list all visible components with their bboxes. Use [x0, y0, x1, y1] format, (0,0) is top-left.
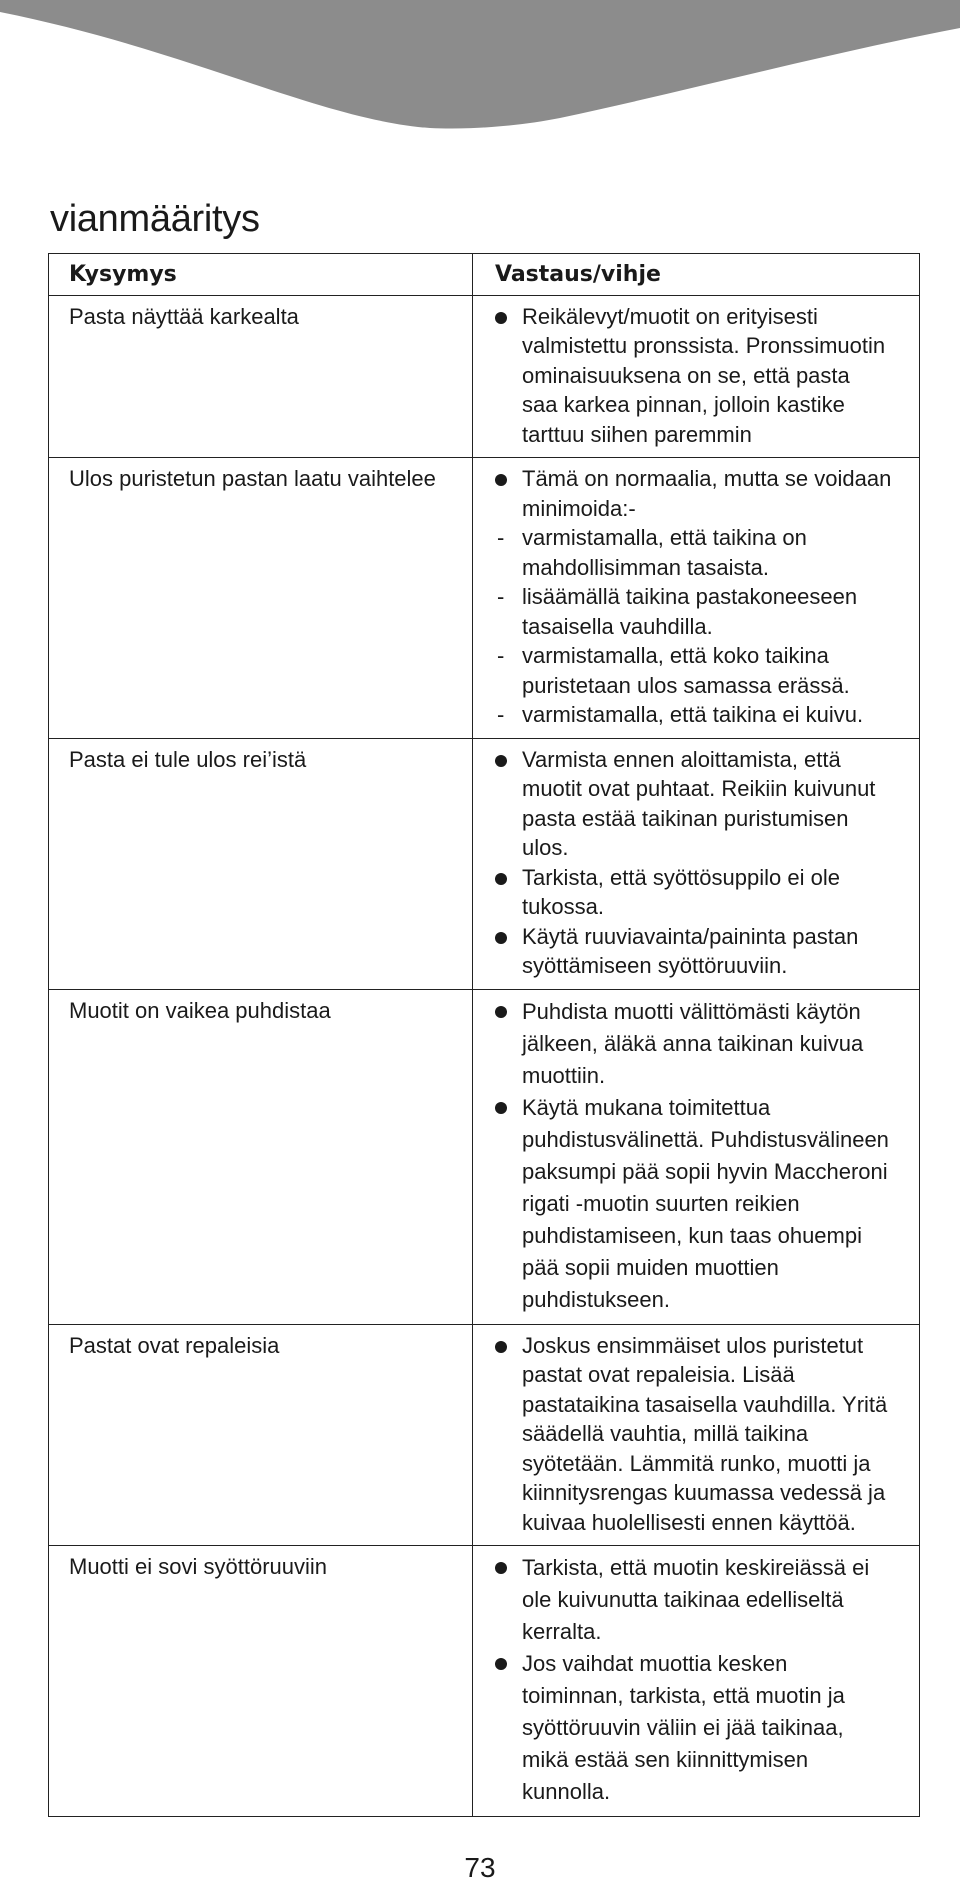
answer-cell — [473, 738, 920, 989]
answer-text: Tarkista, että muotin keskireiässä ei ole kuivunutta taikinaa edelliseltä kerralta. — [522, 1555, 870, 1644]
bullet-item — [495, 863, 911, 922]
table-row — [49, 989, 920, 1324]
answer-text: Käytä mukana toimitettua puhdistusvälinettä. Puhdistusvälineen paksumpi pää sopii hyvin Maccheroni rigati -muotin suurten reikien puhdistamiseen, kun taas ohuempi pää sopii muiden muottien puhdistukseen. — [522, 1094, 889, 1312]
answer-cell — [473, 1324, 920, 1546]
dash-item — [495, 523, 911, 582]
dash-icon — [495, 700, 522, 730]
answer-text: varmistamalla, että taikina on mahdollisimman tasaista. — [522, 525, 807, 580]
bullet-icon — [495, 745, 522, 863]
answer-text: Reikälevyt/muotit on erityisesti valmistettu pronssista. Pronssimuotin ominaisuuksena on se, että pasta saa karkea pinnan, jolloin kastike tarttuu siihen paremmin — [522, 303, 886, 447]
answer-text: Tarkista, että syöttösuppilo ei ole tukossa. — [522, 864, 840, 919]
bullet-icon — [495, 1092, 522, 1316]
bullet-item — [495, 1648, 911, 1808]
table-row — [49, 458, 920, 739]
answer-text: Tämä on normaalia, mutta se voidaan minimoida:- — [522, 466, 892, 521]
dash-item — [495, 641, 911, 700]
answer-text: Varmista ennen aloittamista, että muotit ovat puhtaat. Reikiin kuivunut pasta estää taikinan puristumisen ulos. — [522, 746, 876, 860]
table-row — [49, 1324, 920, 1546]
bullet-item — [495, 1331, 911, 1538]
answer-text: varmistamalla, että koko taikina puristetaan ulos samassa erässä. — [522, 643, 850, 698]
troubleshooting-table — [48, 253, 920, 1817]
question-cell: Pasta näyttää karkealta — [49, 295, 473, 458]
answer-cell — [473, 458, 920, 739]
dash-icon — [495, 582, 522, 641]
bullet-icon — [495, 1648, 522, 1808]
answer-text: Joskus ensimmäiset ulos puristetut pastat ovat repaleisia. Lisää pastataikina tasaisella vauhdilla. Yritä säädellä vauhtia, millä taikina syötetään. Lämmitä runko, muotti ja kiinnitysrengas kuumassa vedessä ja kuivaa huolellisesti ennen käyttöä. — [522, 1332, 888, 1535]
dash-icon — [495, 523, 522, 582]
question-cell: Pasta ei tule ulos rei’istä — [49, 738, 473, 989]
answer-cell — [473, 989, 920, 1324]
question-cell: Pastat ovat repaleisia — [49, 1324, 473, 1546]
question-cell: Ulos puristetun pastan laatu vaihtelee — [49, 458, 473, 739]
question-cell: Muotti ei sovi syöttöruuviin — [49, 1546, 473, 1817]
column-header-answer: Vastaus/vihje — [473, 254, 920, 296]
bullet-icon — [495, 1331, 522, 1538]
bullet-icon — [495, 863, 522, 922]
question-cell: Muotit on vaikea puhdistaa — [49, 989, 473, 1324]
dash-item — [495, 700, 911, 730]
page-title: vianmääritys — [50, 198, 260, 240]
table-row — [49, 1546, 920, 1817]
bullet-icon — [495, 302, 522, 450]
table-body — [49, 295, 920, 1817]
answer-text: Jos vaihdat muottia kesken toiminnan, tarkista, että muotin ja syöttöruuvin väliin ei jää taikinaa, mikä estää sen kiinnittymisen kunnolla. — [522, 1651, 845, 1804]
bullet-item — [495, 996, 911, 1092]
bullet-icon — [495, 922, 522, 981]
table-row — [49, 295, 920, 458]
answer-cell — [473, 295, 920, 458]
bullet-item — [495, 922, 911, 981]
table-header-row — [49, 254, 920, 296]
header-wave-graphic — [0, 0, 960, 130]
table-row — [49, 738, 920, 989]
dash-item — [495, 582, 911, 641]
bullet-item — [495, 302, 911, 450]
bullet-icon — [495, 464, 522, 523]
answer-text: lisäämällä taikina pastakoneeseen tasaisella vauhdilla. — [522, 584, 858, 639]
answer-text: Käytä ruuviavainta/paininta pastan syöttämiseen syöttöruuviin. — [522, 923, 859, 978]
bullet-item — [495, 1552, 911, 1648]
answer-text: varmistamalla, että taikina ei kuivu. — [522, 702, 864, 727]
bullet-item — [495, 464, 911, 523]
bullet-icon — [495, 1552, 522, 1648]
bullet-icon — [495, 996, 522, 1092]
answer-cell — [473, 1546, 920, 1817]
bullet-item — [495, 1092, 911, 1316]
column-header-question: Kysymys — [49, 254, 473, 296]
answer-text: Puhdista muotti välittömästi käytön jälkeen, äläkä anna taikinan kuivua muottiin. — [522, 998, 864, 1088]
page-number: 73 — [464, 1852, 496, 1883]
dash-icon — [495, 641, 522, 700]
bullet-item — [495, 745, 911, 863]
